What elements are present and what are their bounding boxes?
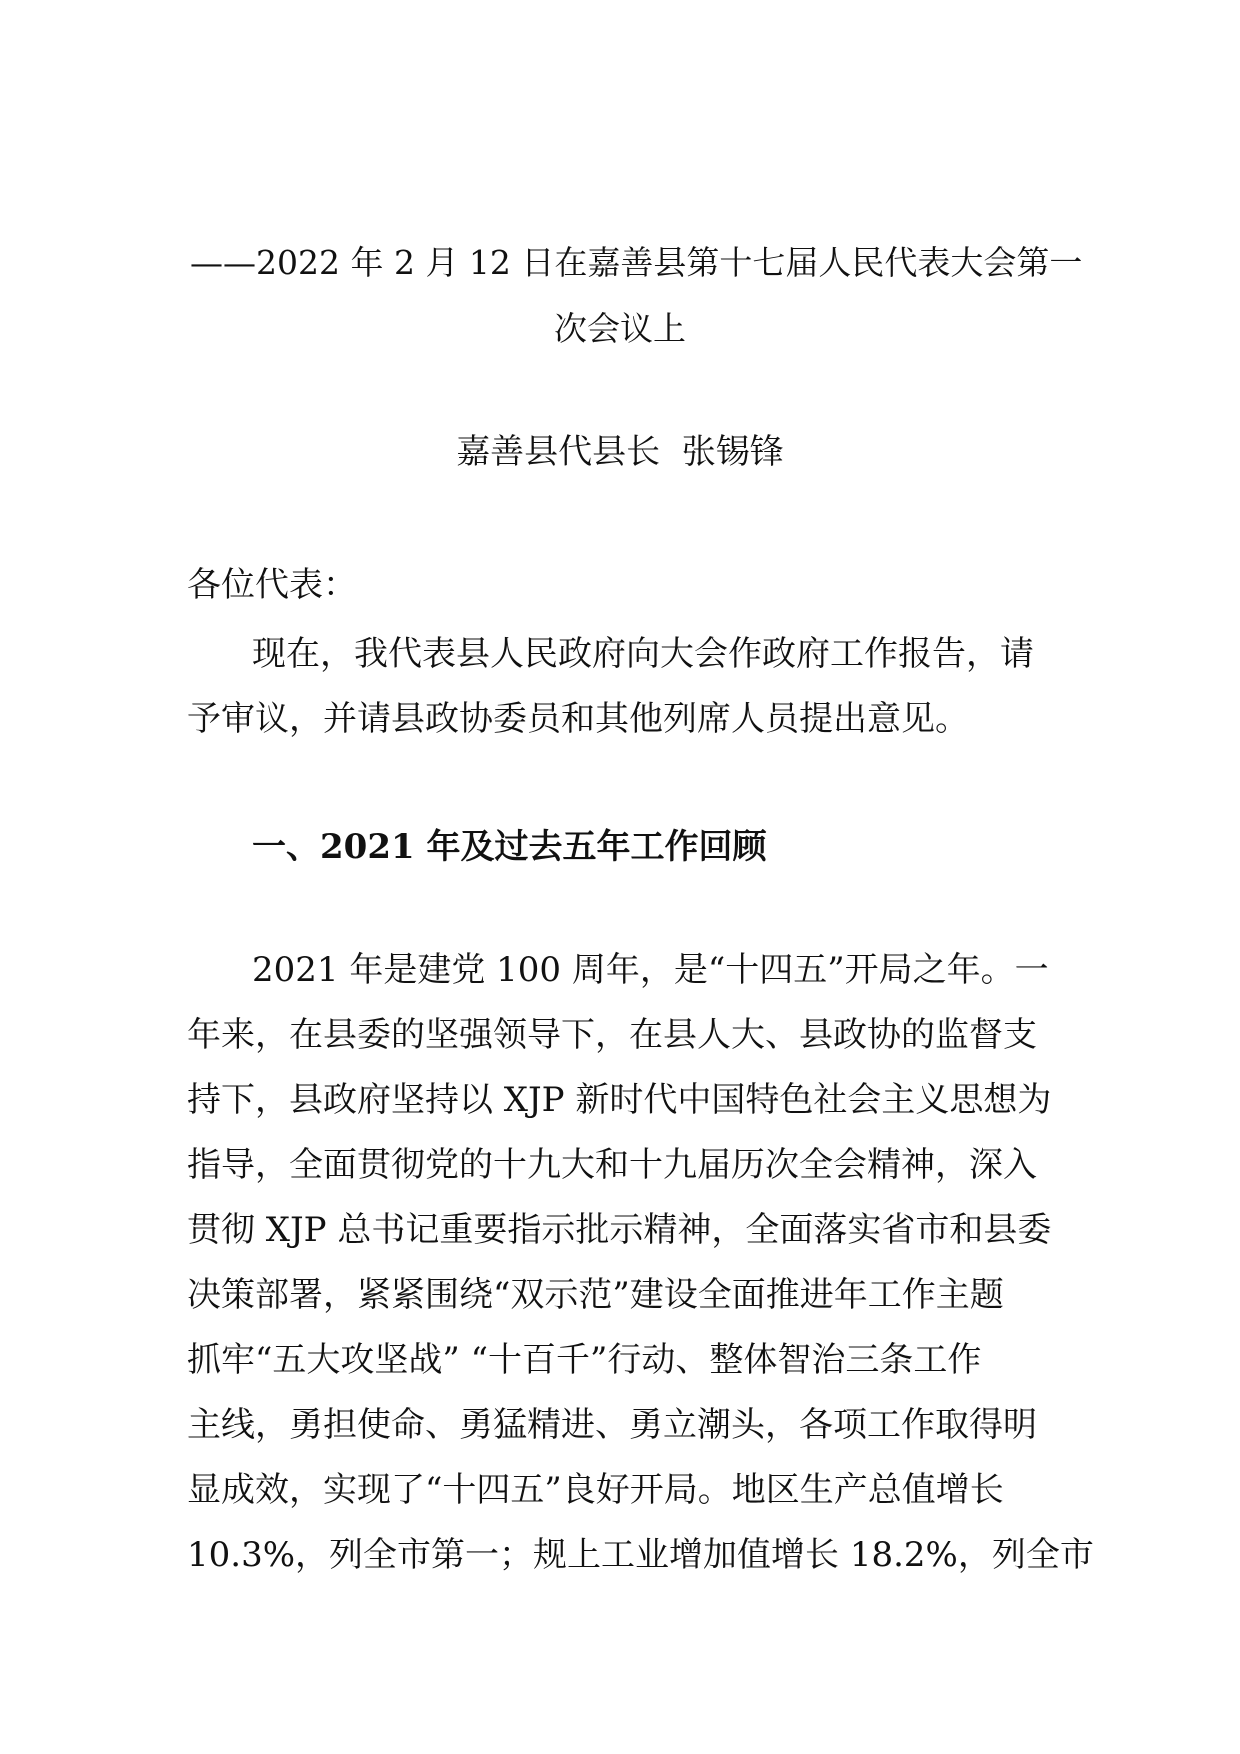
paragraph-line: 显成效，实现了“十四五”良好开局。地区生产总值增长 <box>187 1470 1004 1510</box>
intro-paragraph <box>187 622 1053 752</box>
paragraph-line: 主线，勇担使命、勇猛精进、勇立潮头，各项工作取得明 <box>187 1405 1037 1445</box>
subtitle-line: ——2022 年 2 月 12 日在嘉善县第十七届人民代表大会第一 <box>190 243 1083 282</box>
subtitle-line: 次会议上 <box>554 309 686 348</box>
paragraph-line: 决策部署，紧紧围绕“双示范”建设全面推进年工作主题 <box>187 1275 1004 1315</box>
paragraph-line: 予审议，并请县政协委员和其他列席人员提出意见。 <box>187 699 969 739</box>
paragraph-line: 2021 年是建党 100 周年，是“十四五”开局之年。一 <box>252 950 1049 990</box>
section-heading: 一、2021 年及过去五年工作回顾 <box>252 827 767 867</box>
greeting: 各位代表： <box>187 565 357 605</box>
paragraph-line: 指导，全面贯彻党的十九大和十九届历次全会精神，深入 <box>187 1145 1037 1185</box>
report-subtitle <box>190 230 1083 362</box>
paragraph-line: 现在，我代表县人民政府向大会作政府工作报告，请 <box>252 634 1034 674</box>
paragraph-line: 10.3%，列全市第一；规上工业增加值增长 18.2%，列全市 <box>187 1535 1094 1575</box>
review-paragraph <box>187 938 1094 1588</box>
paragraph-line: 持下，县政府坚持以 XJP 新时代中国特色社会主义思想为 <box>187 1080 1052 1120</box>
paragraph-line: 贯彻 XJP 总书记重要指示批示精神，全面落实省市和县委 <box>187 1210 1052 1250</box>
author-line: 嘉善县代县长 张锡锋 <box>456 432 784 472</box>
paragraph-line: 年来，在县委的坚强领导下，在县人大、县政协的监督支 <box>187 1015 1037 1055</box>
paragraph-line: 抓牢“五大攻坚战” “十百千”行动、整体智治三条工作 <box>187 1340 982 1380</box>
